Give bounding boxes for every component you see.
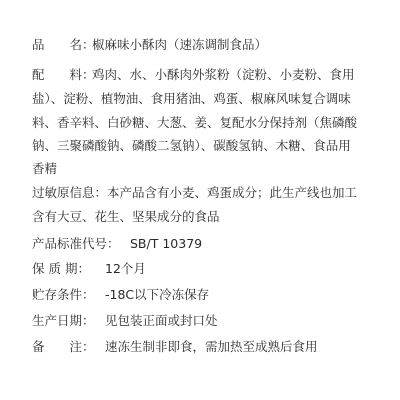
production-date-value: 见包装正面或封口处 [105, 313, 218, 328]
ingredients-line-3: 料、香辛料、白砂糖、大葱、姜、复配水分保持剂（焦磷酸 [32, 115, 358, 130]
ingredients-line-5: 香精 [32, 161, 58, 176]
note-value: 速冻生制非即食，需加热至成熟后食用 [105, 339, 318, 354]
ingredients-line-1: 鸡肉、水、小酥肉外浆粉（淀粉、小麦粉、食用 [92, 67, 355, 82]
production-date-key: 生产日期： [32, 313, 95, 328]
standard-value: SB/T 10379 [130, 236, 203, 251]
standard-key: 产品标准代号： [32, 236, 120, 251]
ingredients-line-2: 盐）、淀粉、植物油、食用猪油、鸡蛋、椒麻风味复合调味 [32, 91, 351, 106]
storage-key: 贮存条件： [32, 287, 95, 302]
product-name-key: 品 名： [32, 37, 95, 52]
product-name-value: 椒麻味小酥肉（速冻调制食品） [92, 37, 268, 52]
shelf-life-key: 保 质 期： [32, 261, 90, 276]
storage-value: -18C以下冷冻保存 [105, 287, 210, 302]
note-key: 备 注： [32, 339, 95, 354]
allergen-line-2: 含有大豆、花生、坚果成分的食品 [32, 209, 220, 224]
shelf-life-value: 12个月 [105, 261, 146, 276]
ingredients-key: 配 料： [32, 67, 95, 82]
ingredients-line-4: 钠、三聚磷酸钠、磷酸二氢钠）、碳酸氢钠、木糖、食品用 [32, 138, 351, 153]
allergen-line-1: 过敏原信息：本产品含有小麦、鸡蛋成分；此生产线也加工 [32, 185, 358, 200]
